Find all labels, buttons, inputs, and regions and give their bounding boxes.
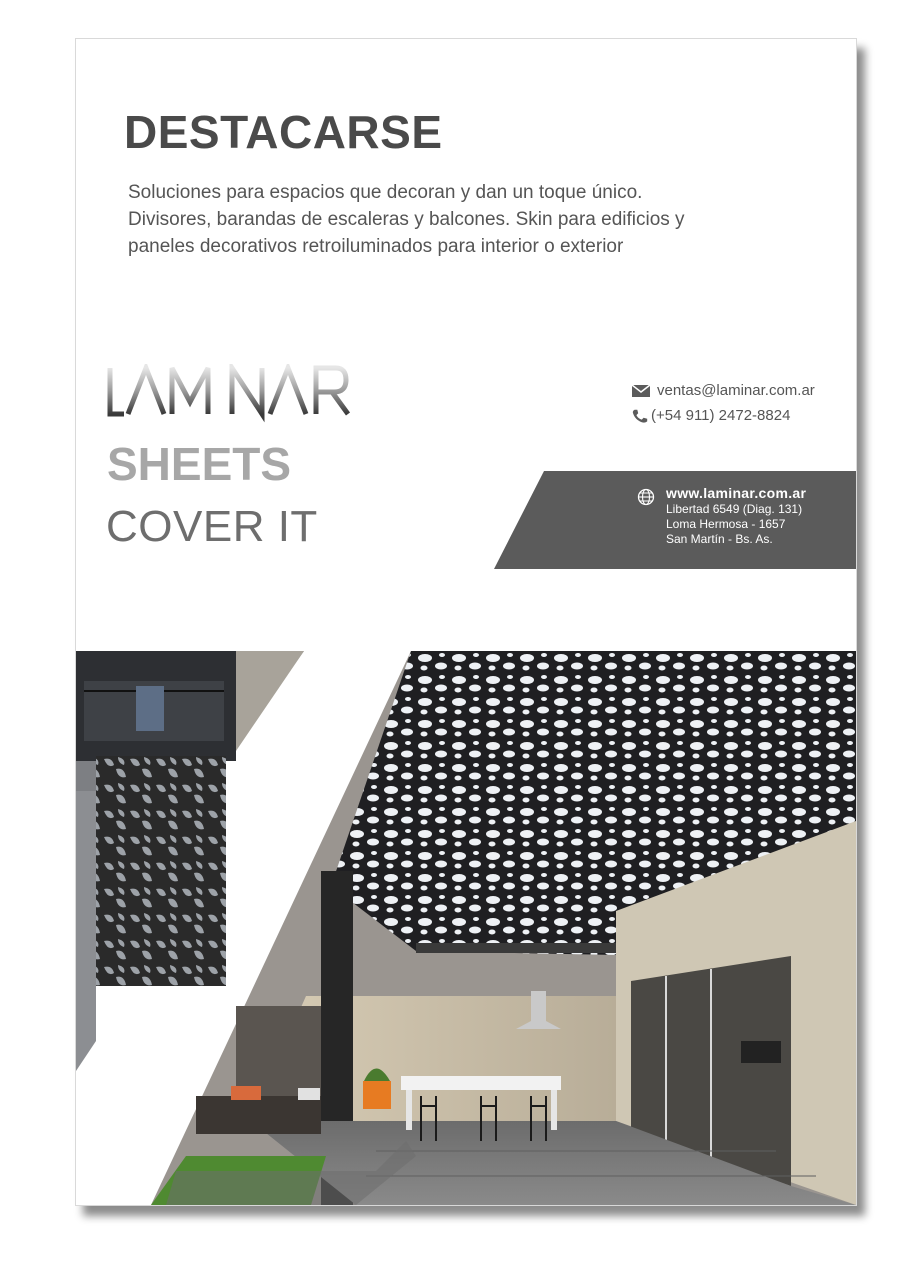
website-link[interactable]: www.laminar.com.ar xyxy=(666,485,807,501)
logo-label xyxy=(106,364,111,365)
globe-icon xyxy=(637,488,655,506)
address-line-3: San Martín - Bs. As. xyxy=(666,532,773,546)
headline: DESTACARSE xyxy=(124,106,443,158)
envelope-icon xyxy=(631,383,651,399)
intro-line-3: paneles decorativos retroiluminados para interior o exterior xyxy=(128,236,624,257)
patio-photo xyxy=(76,651,856,1205)
phone-row xyxy=(631,407,790,424)
intro-paragraph xyxy=(128,179,768,260)
email-row xyxy=(631,382,815,399)
email-link[interactable]: ventas@laminar.com.ar xyxy=(657,382,815,399)
brochure-page xyxy=(75,38,857,1206)
intro-line-1: Soluciones para espacios que decoran y dan un toque único. xyxy=(128,182,643,203)
banner-text xyxy=(666,484,806,547)
laminar-logo xyxy=(106,364,406,424)
address-line-1: Libertad 6549 (Diag. 131) xyxy=(666,502,803,516)
product-name: SHEETS xyxy=(107,438,292,490)
tagline: COVER IT xyxy=(106,502,318,551)
address-line-2: Loma Hermosa - 1657 xyxy=(666,517,786,531)
phone-icon xyxy=(631,408,649,424)
intro-line-2: Divisores, barandas de escaleras y balcones. Skin para edificios y xyxy=(128,209,685,230)
phone-number[interactable]: (+54 911) 2472-8824 xyxy=(651,407,791,424)
